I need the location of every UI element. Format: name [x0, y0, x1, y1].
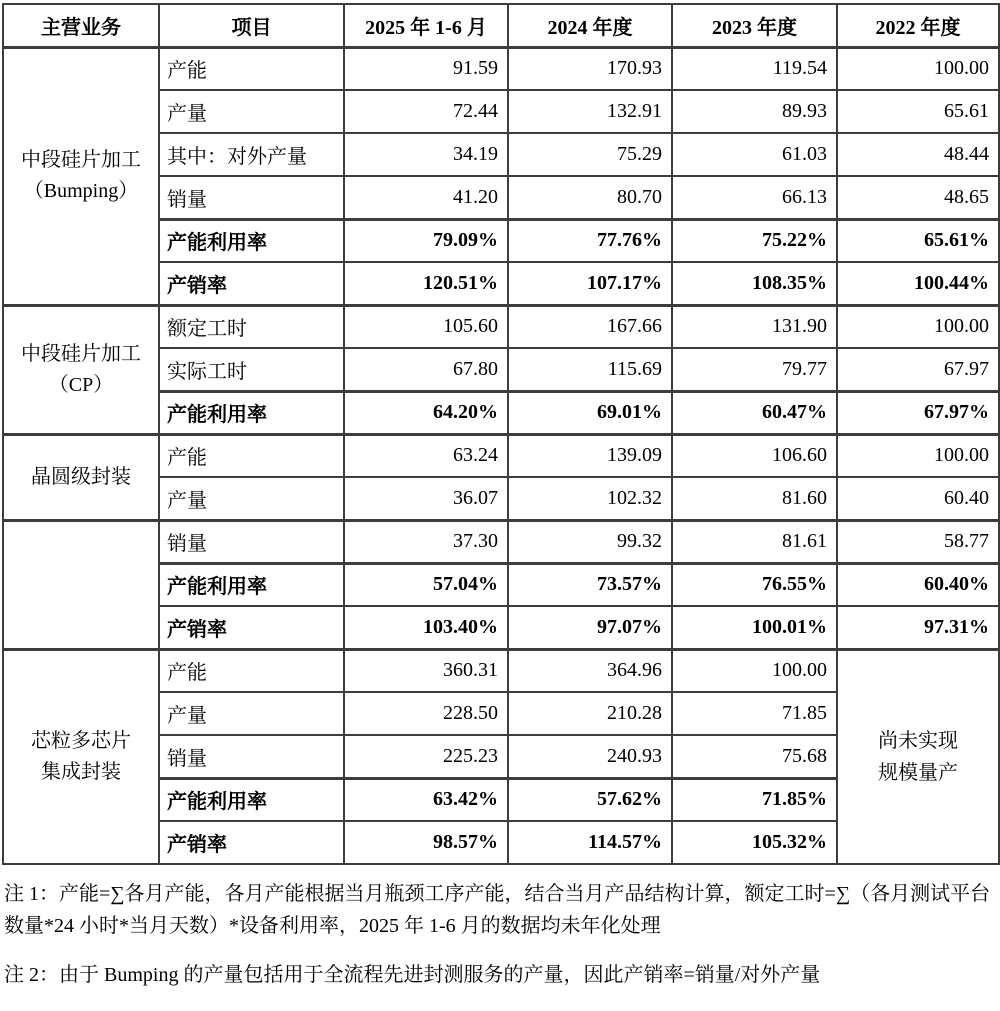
- value-cell: 81.61: [672, 520, 837, 563]
- item-cell: 产能利用率: [159, 219, 344, 262]
- item-cell: 销量: [159, 176, 344, 219]
- value-cell: 63.24: [344, 434, 508, 477]
- item-cell: 其中：对外产量: [159, 133, 344, 176]
- value-cell: 131.90: [672, 305, 837, 348]
- value-cell: 120.51%: [344, 262, 508, 305]
- value-cell: 57.04%: [344, 563, 508, 606]
- value-cell: 100.00: [672, 649, 837, 692]
- merged-note-cell: 尚未实现 规模量产: [837, 649, 999, 864]
- value-cell: 41.20: [344, 176, 508, 219]
- value-cell: 73.57%: [508, 563, 672, 606]
- value-cell: 103.40%: [344, 606, 508, 649]
- value-cell: 108.35%: [672, 262, 837, 305]
- column-header-2: 2025 年 1-6 月: [344, 4, 508, 47]
- value-cell: 360.31: [344, 649, 508, 692]
- value-cell: 61.03: [672, 133, 837, 176]
- value-cell: 75.29: [508, 133, 672, 176]
- value-cell: 100.00: [837, 305, 999, 348]
- item-cell: 产销率: [159, 606, 344, 649]
- value-cell: 48.65: [837, 176, 999, 219]
- footnotes: [2, 878, 998, 991]
- value-cell: 228.50: [344, 692, 508, 735]
- column-header-5: 2022 年度: [837, 4, 999, 47]
- value-cell: 67.80: [344, 348, 508, 391]
- value-cell: 34.19: [344, 133, 508, 176]
- value-cell: 37.30: [344, 520, 508, 563]
- value-cell: 240.93: [508, 735, 672, 778]
- value-cell: 97.31%: [837, 606, 999, 649]
- value-cell: 79.77: [672, 348, 837, 391]
- column-header-4: 2023 年度: [672, 4, 837, 47]
- column-header-1: 项目: [159, 4, 344, 47]
- value-cell: 100.01%: [672, 606, 837, 649]
- value-cell: 170.93: [508, 47, 672, 90]
- item-cell: 实际工时: [159, 348, 344, 391]
- note-1: 注 1：产能=∑各月产能，各月产能根据当月瓶颈工序产能，结合当月产品结构计算，额定工时=∑（各月测试平台数量*24 小时*当月天数）*设备利用率，2025 年 1-6 月的数据均未年化处理: [4, 883, 991, 937]
- value-cell: 65.61%: [837, 219, 999, 262]
- value-cell: 105.60: [344, 305, 508, 348]
- value-cell: 71.85%: [672, 778, 837, 821]
- value-cell: 100.00: [837, 434, 999, 477]
- item-cell: 产能: [159, 434, 344, 477]
- table-row: [3, 47, 999, 90]
- value-cell: 75.22%: [672, 219, 837, 262]
- table-row: [3, 434, 999, 477]
- item-cell: 产销率: [159, 821, 344, 864]
- value-cell: 100.44%: [837, 262, 999, 305]
- value-cell: 106.60: [672, 434, 837, 477]
- table-body: [3, 47, 999, 864]
- value-cell: 36.07: [344, 477, 508, 520]
- item-cell: 产量: [159, 477, 344, 520]
- value-cell: 81.60: [672, 477, 837, 520]
- value-cell: 79.09%: [344, 219, 508, 262]
- business-cell: 中段硅片加工 （CP）: [3, 305, 159, 434]
- value-cell: 139.09: [508, 434, 672, 477]
- table-row: [3, 649, 999, 692]
- value-cell: 105.32%: [672, 821, 837, 864]
- item-cell: 额定工时: [159, 305, 344, 348]
- value-cell: 167.66: [508, 305, 672, 348]
- item-cell: 产销率: [159, 262, 344, 305]
- table-row: [3, 520, 999, 563]
- value-cell: 76.55%: [672, 563, 837, 606]
- value-cell: 64.20%: [344, 391, 508, 434]
- column-header-0: 主营业务: [3, 4, 159, 47]
- value-cell: 102.32: [508, 477, 672, 520]
- business-cell: [3, 520, 159, 649]
- value-cell: 60.40%: [837, 563, 999, 606]
- note-2: 注 2：由于 Bumping 的产量包括用于全流程先进封测服务的产量，因此产销率=销量/对外产量: [4, 964, 821, 986]
- value-cell: 60.40: [837, 477, 999, 520]
- item-cell: 产能利用率: [159, 563, 344, 606]
- value-cell: 57.62%: [508, 778, 672, 821]
- item-cell: 产能利用率: [159, 778, 344, 821]
- item-cell: 产量: [159, 692, 344, 735]
- value-cell: 364.96: [508, 649, 672, 692]
- value-cell: 63.42%: [344, 778, 508, 821]
- value-cell: 91.59: [344, 47, 508, 90]
- value-cell: 65.61: [837, 90, 999, 133]
- item-cell: 产量: [159, 90, 344, 133]
- value-cell: 97.07%: [508, 606, 672, 649]
- value-cell: 67.97%: [837, 391, 999, 434]
- column-header-3: 2024 年度: [508, 4, 672, 47]
- business-cell: 中段硅片加工 （Bumping）: [3, 47, 159, 305]
- value-cell: 60.47%: [672, 391, 837, 434]
- value-cell: 71.85: [672, 692, 837, 735]
- value-cell: 107.17%: [508, 262, 672, 305]
- value-cell: 72.44: [344, 90, 508, 133]
- value-cell: 67.97: [837, 348, 999, 391]
- capacity-utilization-table: [2, 3, 1000, 865]
- value-cell: 58.77: [837, 520, 999, 563]
- item-cell: 产能利用率: [159, 391, 344, 434]
- item-cell: 销量: [159, 520, 344, 563]
- value-cell: 119.54: [672, 47, 837, 90]
- value-cell: 75.68: [672, 735, 837, 778]
- value-cell: 89.93: [672, 90, 837, 133]
- value-cell: 132.91: [508, 90, 672, 133]
- business-cell: 芯粒多芯片 集成封装: [3, 649, 159, 864]
- table-header: [3, 4, 999, 47]
- header-row: [3, 4, 999, 47]
- value-cell: 80.70: [508, 176, 672, 219]
- item-cell: 产能: [159, 649, 344, 692]
- item-cell: 销量: [159, 735, 344, 778]
- value-cell: 77.76%: [508, 219, 672, 262]
- value-cell: 100.00: [837, 47, 999, 90]
- value-cell: 99.32: [508, 520, 672, 563]
- value-cell: 115.69: [508, 348, 672, 391]
- value-cell: 225.23: [344, 735, 508, 778]
- table-row: [3, 305, 999, 348]
- value-cell: 69.01%: [508, 391, 672, 434]
- value-cell: 66.13: [672, 176, 837, 219]
- item-cell: 产能: [159, 47, 344, 90]
- value-cell: 98.57%: [344, 821, 508, 864]
- value-cell: 48.44: [837, 133, 999, 176]
- value-cell: 210.28: [508, 692, 672, 735]
- value-cell: 114.57%: [508, 821, 672, 864]
- business-cell: 晶圆级封装: [3, 434, 159, 520]
